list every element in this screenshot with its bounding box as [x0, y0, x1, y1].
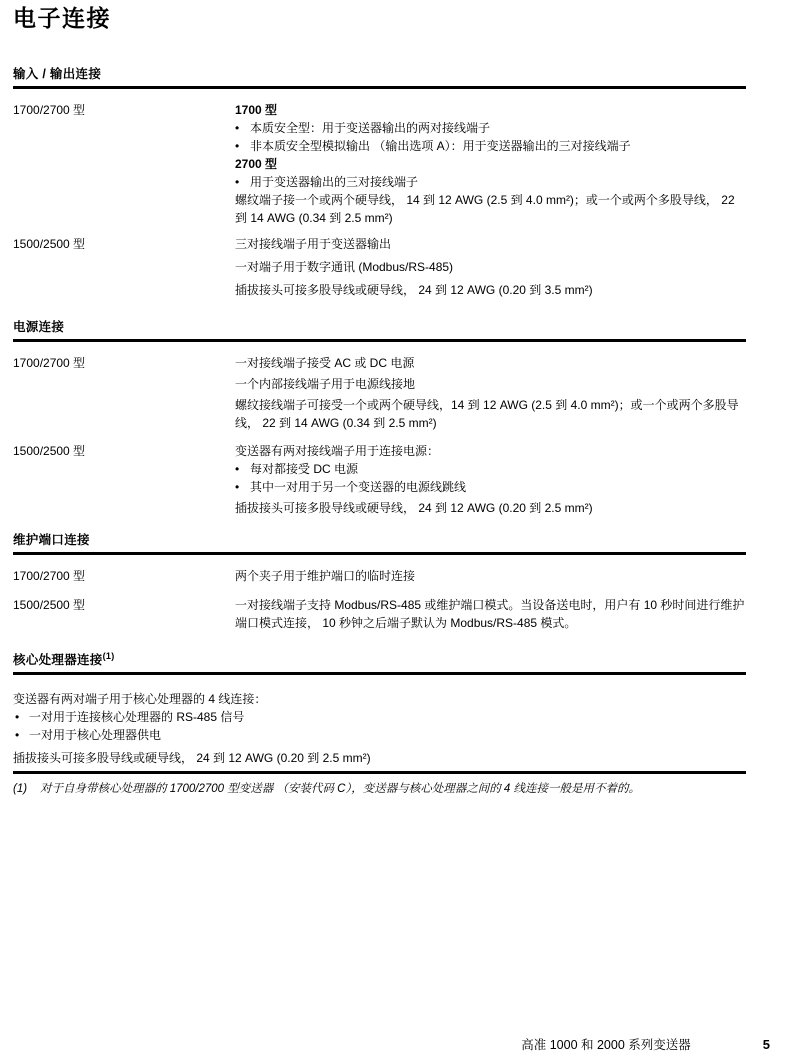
- section-io: [13, 67, 769, 299]
- table-row: [13, 354, 769, 432]
- bullet-icon: •: [235, 121, 240, 135]
- paragraph: 插拔接头可接多股导线或硬导线， 24 到 12 AWG (0.20 到 2.5 mm²): [13, 751, 371, 766]
- bullet-text: 本质安全型：用于变送器输出的两对接线端子: [250, 121, 491, 135]
- bullet-text: 用于变送器输出的三对接线端子: [250, 175, 419, 189]
- bullet-text: 其中一对用于另一个变送器的电源线跳线: [250, 480, 467, 494]
- model-subhead: 1700 型: [235, 103, 278, 117]
- bullet-text: 一对用于核心处理器供电: [29, 728, 162, 743]
- table-row: [13, 596, 769, 632]
- footnote-marker: (1): [13, 783, 28, 796]
- bullet-item: [13, 708, 769, 726]
- section-power: [13, 320, 769, 517]
- bullet-icon: •: [235, 175, 240, 189]
- bullet-item: [235, 478, 746, 496]
- bullet-text: 非本质安全型模拟输出 （输出选项 A）：用于变送器输出的三对接线端子: [250, 139, 631, 153]
- row-content: [235, 354, 746, 432]
- table-row: [13, 442, 769, 517]
- model-label: 1500/2500 型: [13, 598, 86, 612]
- paragraph: 一个内部接线端子用于电源线接地: [235, 377, 416, 391]
- table-row: [13, 235, 769, 299]
- page-title: 电子连接: [13, 5, 111, 31]
- bullet-item: [13, 726, 769, 744]
- paragraph: 插拔接头可接多股导线或硬导线， 24 到 12 AWG (0.20 到 2.5 mm²): [235, 501, 593, 515]
- model-subhead: 2700 型: [235, 157, 278, 171]
- bullet-text: 一对用于连接核心处理器的 RS-485 信号: [29, 710, 245, 725]
- row-content: [235, 596, 746, 632]
- bullet-item: [235, 173, 746, 191]
- paragraph: 两个夹子用于维护端口的临时连接: [235, 569, 416, 583]
- paragraph: 螺纹接线端子可接受一个或两个硬导线，14 到 12 AWG (2.5 到 4.0 mm²)；或一个或两个多股导线， 22 到 14 AWG (0.34 到 2.5 mm²): [235, 398, 739, 430]
- section-heading-maintenance: 维护端口连接: [13, 533, 746, 555]
- paragraph: 一对接线端子接受 AC 或 DC 电源: [235, 356, 415, 370]
- section-heading-core-text: 核心处理器连接: [13, 653, 103, 668]
- row-content: [235, 442, 746, 517]
- footnote: [13, 782, 746, 797]
- row-content: [235, 101, 746, 227]
- section-core: [13, 649, 769, 767]
- table-row: [13, 567, 769, 585]
- bullet-icon: •: [15, 710, 20, 725]
- table-row: [13, 101, 769, 227]
- bullet-icon: •: [235, 462, 240, 476]
- row-content: [235, 235, 746, 299]
- section-rule: [13, 771, 746, 774]
- paragraph: 变送器有两对端子用于核心处理器的 4 线连接：: [13, 692, 267, 707]
- bullet-item: [235, 119, 746, 137]
- footer-page-number: 5: [762, 1037, 770, 1052]
- bullet-text: 每对都接受 DC 电源: [250, 462, 359, 476]
- paragraph: 变送器有两对接线端子用于连接电源：: [235, 444, 440, 458]
- model-label: 1700/2700 型: [13, 569, 86, 583]
- row-content: [235, 567, 746, 585]
- section-heading-power: 电源连接: [13, 320, 746, 342]
- page-footer: [521, 1037, 770, 1053]
- paragraph: 三对接线端子用于变送器输出: [235, 237, 392, 251]
- bullet-item: [235, 460, 746, 478]
- bullet-item: [235, 137, 746, 155]
- section-maintenance: [13, 533, 769, 632]
- bullet-icon: •: [235, 480, 240, 494]
- footnote-text: 对于自身带核心处理器的 1700/2700 型变送器 （安装代码 C），变送器与核心处理器之间的 4 线连接一般是用不着的。: [40, 783, 640, 796]
- paragraph: 插拔接头可接多股导线或硬导线， 24 到 12 AWG (0.20 到 3.5 mm²): [235, 283, 593, 297]
- paragraph: 一对接线端子支持 Modbus/RS-485 或维护端口模式。当设备送电时，用户有 10 秒时间进行维护端口模式连接， 10 秒钟之后端子默认为 Modbus/RS-485 模式。: [235, 598, 745, 630]
- footnote-ref: (1): [102, 651, 115, 661]
- model-label: 1500/2500 型: [13, 444, 86, 458]
- bullet-icon: •: [15, 728, 20, 743]
- paragraph: 一对端子用于数字通讯 (Modbus/RS-485): [235, 260, 454, 274]
- section-heading-io: 输入 / 输出连接: [13, 67, 746, 89]
- paragraph: 螺纹端子接一个或两个硬导线， 14 到 12 AWG (2.5 到 4.0 mm²)；或一个或两个多股导线， 22 到 14 AWG (0.34 到 2.5 mm²): [235, 193, 735, 225]
- footer-doc-title: 高准 1000 和 2000 系列变送器: [521, 1038, 691, 1052]
- model-label: 1500/2500 型: [13, 237, 86, 251]
- bullet-icon: •: [235, 139, 240, 153]
- model-label: 1700/2700 型: [13, 103, 86, 117]
- section-heading-core: [13, 649, 746, 675]
- model-label: 1700/2700 型: [13, 356, 86, 370]
